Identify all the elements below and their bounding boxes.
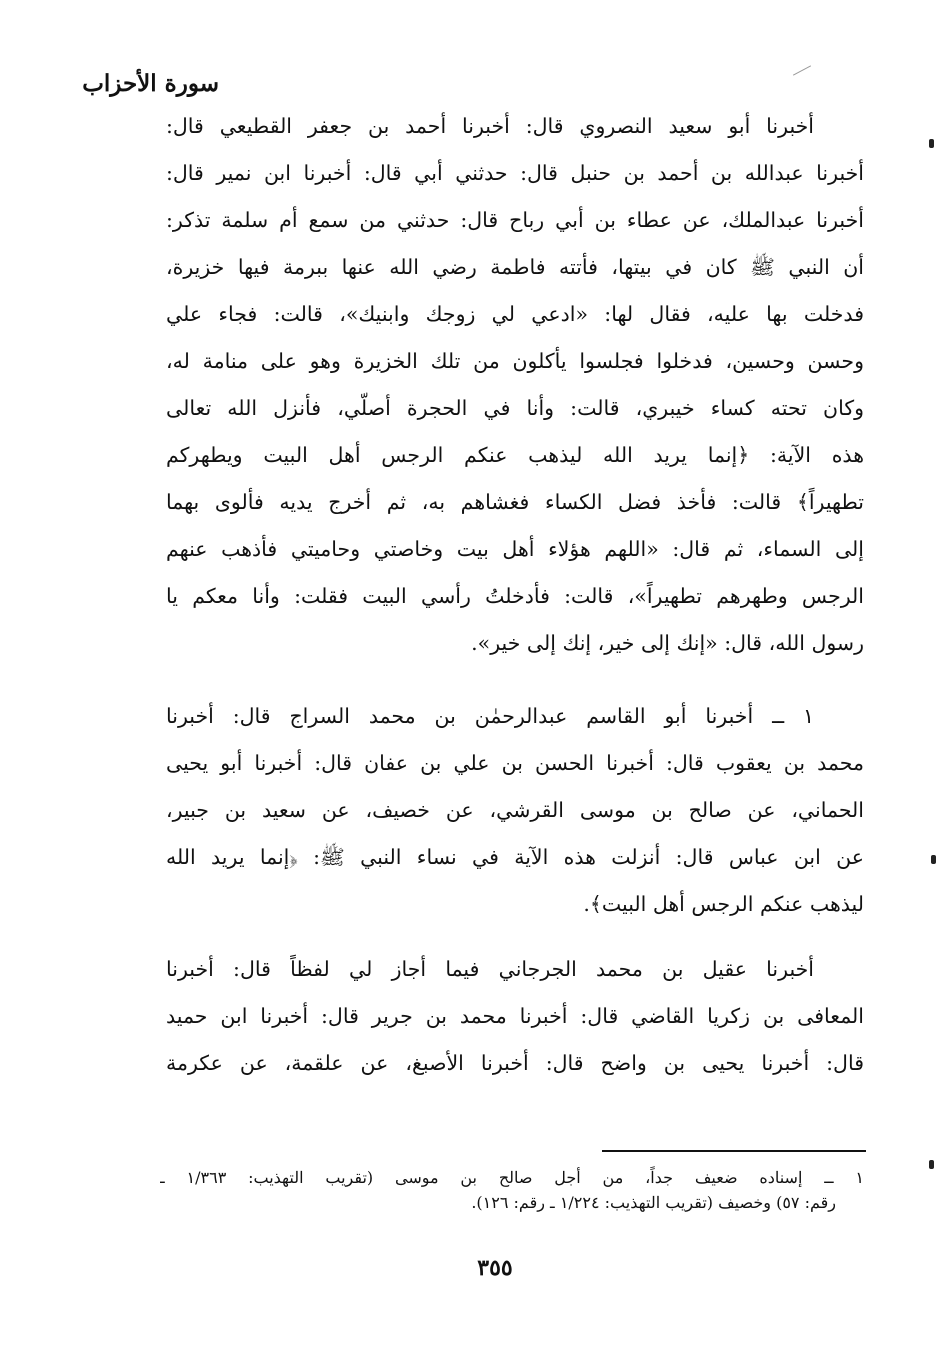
paragraph-hadith-ibn-abbas xyxy=(166,693,864,928)
text-line: ليذهب عنكم الرجس أهل البيت﴾. xyxy=(583,892,864,916)
text-line: أخبرنا عبدالله بن أحمد بن حنبل قال: حدثني أبي قال: أخبرنا ابن نمير قال: xyxy=(166,161,864,185)
scan-speck xyxy=(929,1160,934,1169)
footnote-line: ١ ــ إسناده ضعيف جداً، من أجل صالح بن موسى (تقريب التهذيب: ١/٣٦٣ ـ xyxy=(160,1168,864,1187)
scan-speck xyxy=(929,139,934,148)
text-line: هذه الآية: ﴿إنما يريد الله ليذهب عنكم الرجس أهل البيت ويطهركم xyxy=(166,443,864,467)
paragraph-hadith-umm-salama xyxy=(166,103,864,667)
footnote xyxy=(160,1165,864,1215)
surah-title-header: سورة الأحزاب xyxy=(82,70,219,97)
text-line: قال: أخبرنا يحيى بن واضح قال: أخبرنا الأصبغ، عن علقمة، عن عكرمة xyxy=(166,1051,864,1075)
text-line: أخبرنا عبدالملك، عن عطاء بن أبي رباح قال: حدثني من سمع أم سلمة تذكر: xyxy=(166,208,864,232)
text-line: أن النبي ﷺ كان في بيتها، فأتته فاطمة رضي الله عنها ببرمة فيها خزيرة، xyxy=(166,255,864,279)
page-scratch-mark xyxy=(793,65,811,75)
text-line: إلى السماء، ثم قال: «اللهم هؤلاء أهل بيت وخاصتي وحاميتي فأذهب عنهم xyxy=(166,537,864,561)
text-line: الحماني، عن صالح بن موسى القرشي، عن خصيف، عن سعيد بن جبير، xyxy=(166,798,864,822)
text-line: أخبرنا أبو سعيد النصروي قال: أخبرنا أحمد بن جعفر القطيعي قال: xyxy=(166,114,814,138)
text-line: وكان تحته كساء خيبري، قالت: وأنا في الحجرة أصلّي، فأنزل الله تعالى xyxy=(166,396,864,420)
text-line: أخبرنا عقيل بن محمد الجرجاني فيما أجاز لي لفظاً قال: أخبرنا xyxy=(166,957,814,981)
text-line: فدخلت بها عليه، فقال لها: «ادعي لي زوجك وابنيك»، قالت: فجاء علي xyxy=(166,302,864,326)
scan-speck xyxy=(931,855,936,864)
text-line: الرجس وطهرهم تطهيراً»، قالت: فأدخلتُ رأسي البيت فقلت: وأنا معكم يا xyxy=(166,584,864,608)
text-line: المعافى بن زكريا القاضي قال: أخبرنا محمد بن جرير قال: أخبرنا ابن حميد xyxy=(166,1004,864,1028)
paragraph-hadith-aqil xyxy=(166,946,864,1087)
footnote-line: رقم: ٥٧) وخصيف (تقريب التهذيب: ١/٢٢٤ ـ رقم: ١٢٦). xyxy=(471,1193,836,1212)
footnote-separator-rule xyxy=(602,1150,866,1152)
text-line: ١ ــ أخبرنا أبو القاسم عبدالرحمٰن بن محمد السراج قال: أخبرنا xyxy=(166,704,814,728)
text-line: رسول الله، قال: «إنك إلى خير، إنك إلى خير». xyxy=(471,631,864,655)
text-line: وحسن وحسين، فدخلوا فجلسوا يأكلون من تلك الخزيرة وهو على منامة له، xyxy=(166,349,864,373)
page-number: ٣٥٥ xyxy=(477,1255,513,1281)
text-line: تطهيراً﴾ قالت: فأخذ فضل الكساء فغشاهم به، ثم أخرج يديه فألوى بهما xyxy=(166,490,864,514)
text-line: محمد بن يعقوب قال: أخبرنا الحسن بن علي بن عفان قال: أخبرنا أبو يحيى xyxy=(166,751,864,775)
text-line: عن ابن عباس قال: أنزلت هذه الآية في نساء النبي ﷺ: ﴿إنما يريد الله xyxy=(166,845,864,869)
